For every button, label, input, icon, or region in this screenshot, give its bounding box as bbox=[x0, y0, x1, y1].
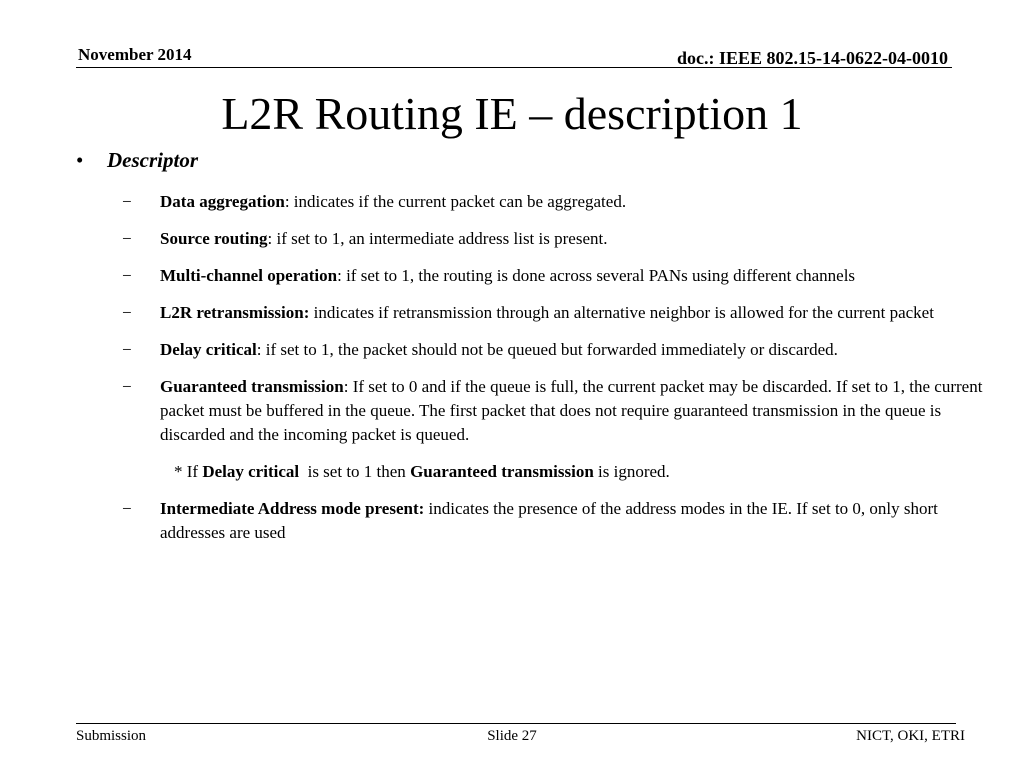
list-note bbox=[122, 460, 1002, 484]
dash-marker: − bbox=[122, 229, 132, 248]
list-item-delay-critical bbox=[122, 338, 1002, 362]
item-sep: : bbox=[267, 229, 277, 248]
item-text: if set to 1, the routing is done across several PANs using different channels bbox=[346, 266, 856, 285]
list-item-data-aggregation bbox=[122, 190, 1002, 214]
item-text: if set to 1, the packet should not be queued but forwarded immediately or discarded. bbox=[265, 340, 838, 359]
header-doc-id: doc.: IEEE 802.15-14-0622-04-0010 bbox=[677, 48, 948, 68]
dash-marker: − bbox=[122, 377, 132, 396]
item-sep: : bbox=[284, 192, 294, 211]
list-item-intermediate-address bbox=[122, 497, 1002, 545]
dash-marker: − bbox=[122, 499, 132, 518]
item-term: Source routing bbox=[160, 229, 268, 248]
item-term: Delay critical bbox=[160, 340, 257, 359]
bullet-descriptor-label: Descriptor bbox=[107, 148, 198, 172]
note-term-guaranteed: Guaranteed transmission bbox=[410, 462, 594, 481]
note-mid: is set to 1 then bbox=[299, 462, 411, 481]
item-text: If set to 0 and if the queue is full, the current packet may be discarded. If set to 1, the current packet must be buffered in the queue. The first packet that does not require guaranteed transmission in the queue is discarded and the incoming packet is queued. bbox=[160, 377, 983, 444]
footer-authors: NICT, OKI, ETRI bbox=[856, 728, 965, 744]
footer-slide-number: Slide 27 bbox=[487, 728, 537, 744]
list-item-multi-channel bbox=[122, 264, 1002, 288]
item-sep: : bbox=[343, 377, 353, 396]
dash-marker: − bbox=[122, 192, 132, 211]
item-text: indicates if the current packet can be aggregated. bbox=[293, 192, 627, 211]
note-prefix: * If bbox=[174, 462, 203, 481]
dash-marker: − bbox=[122, 340, 132, 359]
slide-title: L2R Routing IE – description 1 bbox=[221, 88, 803, 139]
dash-marker: − bbox=[122, 266, 132, 285]
item-text: indicates if retransmission through an alternative neighbor is allowed for the current packet bbox=[313, 303, 934, 322]
dash-marker: − bbox=[122, 303, 132, 322]
footer-submission: Submission bbox=[76, 728, 147, 744]
item-term: L2R retransmission: bbox=[160, 303, 310, 322]
bullet-dot: • bbox=[76, 148, 84, 172]
list-item-guaranteed-transmission bbox=[122, 375, 1002, 447]
item-term: Guaranteed transmission bbox=[160, 377, 344, 396]
footer-divider bbox=[76, 723, 956, 724]
item-text: indicates the presence of the address modes in the IE. If set to 0, only short addresses are used bbox=[160, 499, 938, 542]
list-item-l2r-retransmission bbox=[122, 301, 1002, 325]
note-term-delay: Delay critical bbox=[202, 462, 300, 481]
item-sep: : bbox=[256, 340, 266, 359]
item-sep: : bbox=[337, 266, 347, 285]
item-term: Multi-channel operation bbox=[160, 266, 338, 285]
item-term: Intermediate Address mode present: bbox=[160, 499, 425, 518]
header-date: November 2014 bbox=[78, 45, 192, 64]
header-divider bbox=[76, 67, 952, 68]
list-item-source-routing bbox=[122, 227, 1002, 251]
note-suffix: is ignored. bbox=[593, 462, 670, 481]
descriptor-list bbox=[122, 190, 1002, 558]
item-text: if set to 1, an intermediate address list is present. bbox=[276, 229, 608, 248]
item-term: Data aggregation bbox=[160, 192, 285, 211]
